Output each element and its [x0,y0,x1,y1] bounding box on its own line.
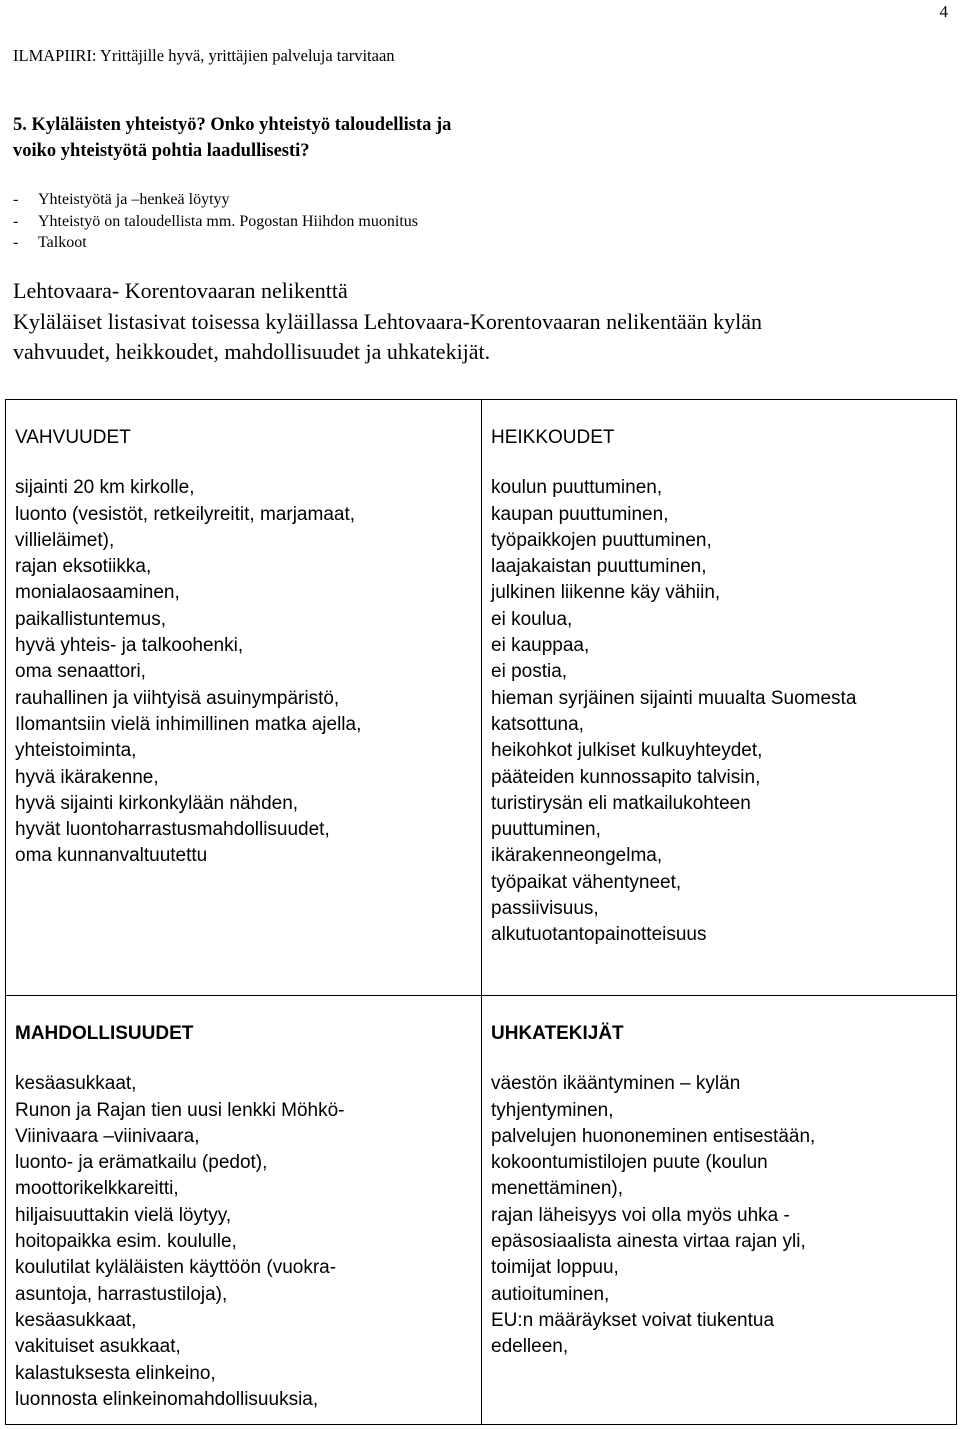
opportunities-cell [6,996,482,1425]
weaknesses-item: katsottuna, [491,713,584,735]
bullet-text: Yhteistyötä ja –henkeä löytyy [38,191,230,208]
matrix-description-line: Kyläläiset listasivat toisessa kyläillassa Lehtovaara-Korentovaaran nelikentään kylän [13,309,762,334]
strengths-item: hyvät luontoharrastusmahdollisuudet, [15,819,330,841]
opportunities-list [15,1071,481,1413]
weaknesses-item: ei koulua, [491,608,573,630]
bullet-list [13,189,418,254]
strengths-item: paikallistuntemus, [15,608,167,630]
weaknesses-heading: HEIKKOUDET [491,427,615,448]
threats-item: autioituminen, [491,1283,610,1305]
bullet-text: Yhteistyö on taloudellista mm. Pogostan Hiihdon muonitus [38,212,418,230]
opportunities-item: kesäasukkaat, [15,1309,137,1331]
weaknesses-item: pääteiden kunnossapito talvisin, [491,766,761,788]
weaknesses-cell [482,400,957,996]
swot-row-top [6,400,957,996]
opportunities-item: asuntoja, harrastustiloja), [15,1283,228,1305]
weaknesses-item: työpaikat vähentyneet, [491,871,682,893]
section-heading-line: 5. Kyläläisten yhteistyö? Onko yhteistyö taloudellista ja [13,115,452,135]
strengths-list [15,475,481,869]
opportunities-heading: MAHDOLLISUUDET [15,1023,194,1044]
strengths-item: monialaosaaminen, [15,582,180,604]
threats-item: väestön ikääntyminen – kylän [491,1073,741,1095]
bullet-dash: - [13,191,19,208]
threats-item: epäsosiaalista ainesta virtaa rajan yli, [491,1231,806,1253]
weaknesses-item: ei postia, [491,661,568,683]
threats-item: rajan läheisyys voi olla myös uhka - [491,1204,790,1226]
weaknesses-item: turistirysän eli matkailukohteen [491,792,751,814]
weaknesses-item: heikohkot julkiset kulkuyhteydet, [491,740,763,762]
weaknesses-item: koulun puuttuminen, [491,477,663,499]
strengths-heading: VAHVUUDET [15,427,131,448]
threats-item: menettäminen), [491,1178,624,1200]
threats-item: toimijat loppuu, [491,1257,619,1279]
threats-item: kokoontumistilojen puute (koulun [491,1152,768,1174]
weaknesses-item: ikärakenneongelma, [491,845,663,867]
strengths-item: hyvä yhteis- ja talkoohenki, [15,635,244,657]
strengths-cell [6,400,482,996]
opportunities-item: vakituiset asukkaat, [15,1336,181,1358]
threats-item: EU:n määräykset voivat tiukentua [491,1309,775,1331]
strengths-item: oma senaattori, [15,661,146,683]
threats-item: edelleen, [491,1336,569,1358]
strengths-item: oma kunnanvaltuutettu [15,845,208,867]
opportunities-item: luonto- ja erämatkailu (pedot), [15,1152,268,1174]
strengths-item: hyvä sijainti kirkonkylään nähden, [15,792,299,814]
threats-heading: UHKATEKIJÄT [491,1023,624,1044]
opportunities-item: hoitopaikka esim. koululle, [15,1231,237,1253]
threats-list [491,1071,956,1360]
weaknesses-item: puuttuminen, [491,819,601,841]
section-heading-line: voiko yhteistyötä pohtia laadullisesti? [13,141,310,161]
bullet-dash: - [13,212,19,230]
weaknesses-item: ei kauppaa, [491,635,590,657]
swot-table [5,399,957,1425]
weaknesses-item: hieman syrjäinen sijainti muualta Suomesta [491,687,857,709]
opportunities-item: Runon ja Rajan tien uusi lenkki Möhkö- [15,1099,345,1121]
opportunities-item: moottorikelkkareitti, [15,1178,179,1200]
weaknesses-item: laajakaistan puuttuminen, [491,556,707,578]
strengths-item: hyvä ikärakenne, [15,766,159,788]
threats-item: tyhjentyminen, [491,1099,614,1121]
opportunities-item: kalastuksesta elinkeino, [15,1362,216,1384]
weaknesses-list [491,475,956,948]
opportunities-item: Viinivaara –viinivaara, [15,1125,200,1147]
opportunities-item: hiljaisuuttakin vielä löytyy, [15,1204,232,1226]
weaknesses-item: työpaikkojen puuttuminen, [491,529,712,551]
bullet-text: Talkoot [38,234,87,251]
opportunities-item: kesäasukkaat, [15,1073,137,1095]
bullet-item [13,211,418,233]
document-header-title: ILMAPIIRI: Yrittäjille hyvä, yrittäjien palveluja tarvitaan [13,46,395,65]
page-number: 4 [939,2,948,21]
strengths-item: sijainti 20 km kirkolle, [15,477,195,499]
bullet-dash: - [13,234,19,251]
strengths-item: rauhallinen ja viihtyisä asuinympäristö, [15,687,340,709]
weaknesses-item: alkutuotantopainotteisuus [491,924,707,946]
bullet-item [13,189,418,211]
strengths-item: villieläimet), [15,529,115,551]
weaknesses-item: julkinen liikenne käy vähiin, [491,582,721,604]
matrix-description-line: vahvuudet, heikkoudet, mahdollisuudet ja uhkatekijät. [13,339,491,364]
strengths-item: Ilomantsiin vielä inhimillinen matka ajella, [15,713,362,735]
strengths-item: luonto (vesistöt, retkeilyreitit, marjamaat, [15,503,356,525]
matrix-title: Lehtovaara- Korentovaaran nelikenttä [13,278,348,303]
weaknesses-item: passiivisuus, [491,898,599,920]
weaknesses-item: kaupan puuttuminen, [491,503,669,525]
opportunities-item: koulutilat kyläläisten käyttöön (vuokra- [15,1257,337,1279]
section-heading [13,112,633,164]
opportunities-item: luonnosta elinkeinomahdollisuuksia, [15,1388,319,1410]
threats-item: palvelujen huononeminen entisestään, [491,1125,816,1147]
strengths-item: rajan eksotiikka, [15,556,152,578]
strengths-item: yhteistoiminta, [15,740,137,762]
threats-cell [482,996,957,1425]
bullet-item [13,232,418,254]
swot-row-bottom [6,996,957,1425]
matrix-description [13,307,958,367]
